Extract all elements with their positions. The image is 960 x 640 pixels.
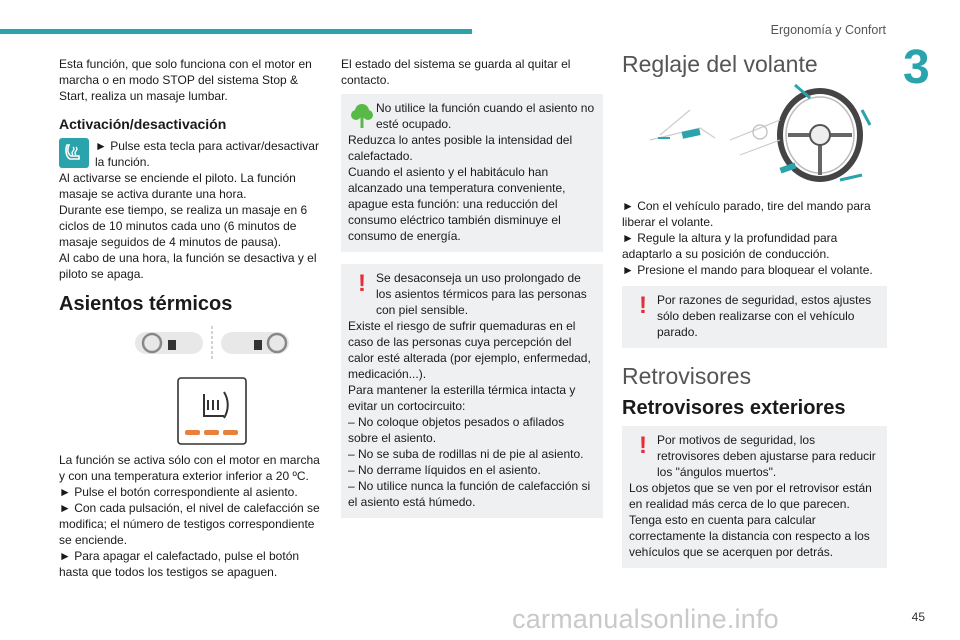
warning-icon: !: [639, 292, 647, 319]
massage-button-icon: [59, 138, 89, 168]
activation-line: Al cabo de una hora, la función se desactiva y el piloto se apaga.: [59, 251, 317, 281]
warn-note-line: – No coloque objetos pesados o afilados sobre el asiento.: [348, 415, 565, 445]
page-number: 45: [911, 610, 925, 624]
heated-line: La función se activa sólo con el motor en marcha y con una temperatura exterior inferior a 20 ºC.: [59, 453, 320, 483]
heated-seats-heading: Asientos térmicos: [59, 293, 233, 315]
section-title: Ergonomía y Confort: [770, 23, 886, 37]
mirrors-warning-first: Por motivos de seguridad, los retrovisores deben ajustarse para reducir los "ángulos muertos".: [657, 433, 876, 479]
header-accent-bar: [0, 29, 472, 34]
heated-line: ► Pulse el botón correspondiente al asiento.: [59, 485, 298, 499]
wheel-warning: Por razones de seguridad, estos ajustes sólo deben realizarse con el vehículo parado.: [657, 293, 872, 339]
warn-note-line: – No se suba de rodillas ni de pie al asiento.: [348, 447, 584, 461]
wheel-step: ► Regule la altura y la profundidad para adaptarlo a su posición de conducción.: [622, 231, 838, 261]
exterior-mirrors-heading: Retrovisores exteriores: [622, 397, 846, 419]
eco-note: [341, 94, 603, 252]
wheel-warning-note: [622, 286, 887, 348]
warning-icon: !: [358, 270, 366, 297]
state-saved-text: El estado del sistema se guarda al quitar el contacto.: [341, 57, 571, 87]
watermark: carmanualsonline.info: [512, 604, 779, 634]
wheel-step: ► Con el vehículo parado, tire del mando para liberar el volante.: [622, 199, 871, 229]
warn-note-line: – No utilice nunca la función de calefacción si el asiento está húmedo.: [348, 479, 591, 509]
activation-heading: Activación/desactivación: [59, 116, 227, 132]
activation-line: Al activarse se enciende el piloto. La función masaje se activa durante una hora.: [59, 171, 296, 201]
activation-step: ► Pulse esta tecla para activar/desactivar la función.: [95, 139, 319, 169]
column-3: [622, 51, 887, 568]
warn-note-line: – No derrame líquidos en el asiento.: [348, 463, 541, 477]
column-2: [341, 56, 603, 518]
activation-step-row: [59, 138, 324, 170]
warn-note-first: Se desaconseja un uso prolongado de los asientos térmicos para las personas con piel sensible.: [376, 271, 587, 317]
eco-note-first: No utilice la función cuando el asiento no esté ocupado.: [376, 101, 595, 131]
mirrors-warning-rest: Los objetos que se ven por el retrovisor están en realidad más cerca de lo que parecen. Tenga esto en cuenta para calcular correctamente la distancia con respecto a los vehículos que se acerquen por detrás.: [629, 481, 872, 559]
mirrors-warning-note: [622, 426, 887, 568]
warn-note-line: Para mantener la esterilla térmica intacta y evitar un cortocircuito:: [348, 383, 576, 413]
eco-tree-icon: [348, 100, 376, 130]
warn-note-line: Existe el riesgo de sufrir quemaduras en el caso de las personas cuya percepción del calor esté alterada (por ejemplo, enfermedad, medicación...).: [348, 319, 591, 381]
heated-seat-illustration: [59, 322, 324, 448]
column-1: [59, 56, 324, 580]
warning-icon: !: [639, 432, 647, 459]
mirrors-heading: Retrovisores: [622, 363, 752, 389]
heated-line: ► Para apagar el calefactado, pulse el botón hasta que todos los testigos se apaguen.: [59, 549, 300, 579]
wheel-step: ► Presione el mando para bloquear el volante.: [622, 263, 873, 277]
activation-line: Durante ese tiempo, se realiza un masaje en 6 ciclos de 10 minutos cada uno (6 minutos de masaje seguidos de 4 minutos de pausa).: [59, 203, 308, 249]
eco-note-line: Reduzca lo antes posible la intensidad del calefactado.: [348, 133, 573, 163]
steering-wheel-heading: Reglaje del volante: [622, 51, 818, 77]
eco-note-line: Cuando el asiento y el habitáculo han alcanzado una temperatura conveniente, apague esta función: una reducción del consumo eléctrico también disminuye el consumo de energía.: [348, 165, 566, 243]
heated-line: ► Con cada pulsación, el nivel de calefacción se modifica; el número de testigos correspondiente se enciende.: [59, 501, 320, 547]
chapter-number: 3: [903, 41, 930, 94]
steering-wheel-illustration: [622, 80, 887, 192]
massage-intro: Esta función, que solo funciona con el motor en marcha o en modo STOP del sistema Stop & Start, realiza un masaje lumbar.: [59, 57, 312, 103]
burn-warning-note: [341, 264, 603, 518]
